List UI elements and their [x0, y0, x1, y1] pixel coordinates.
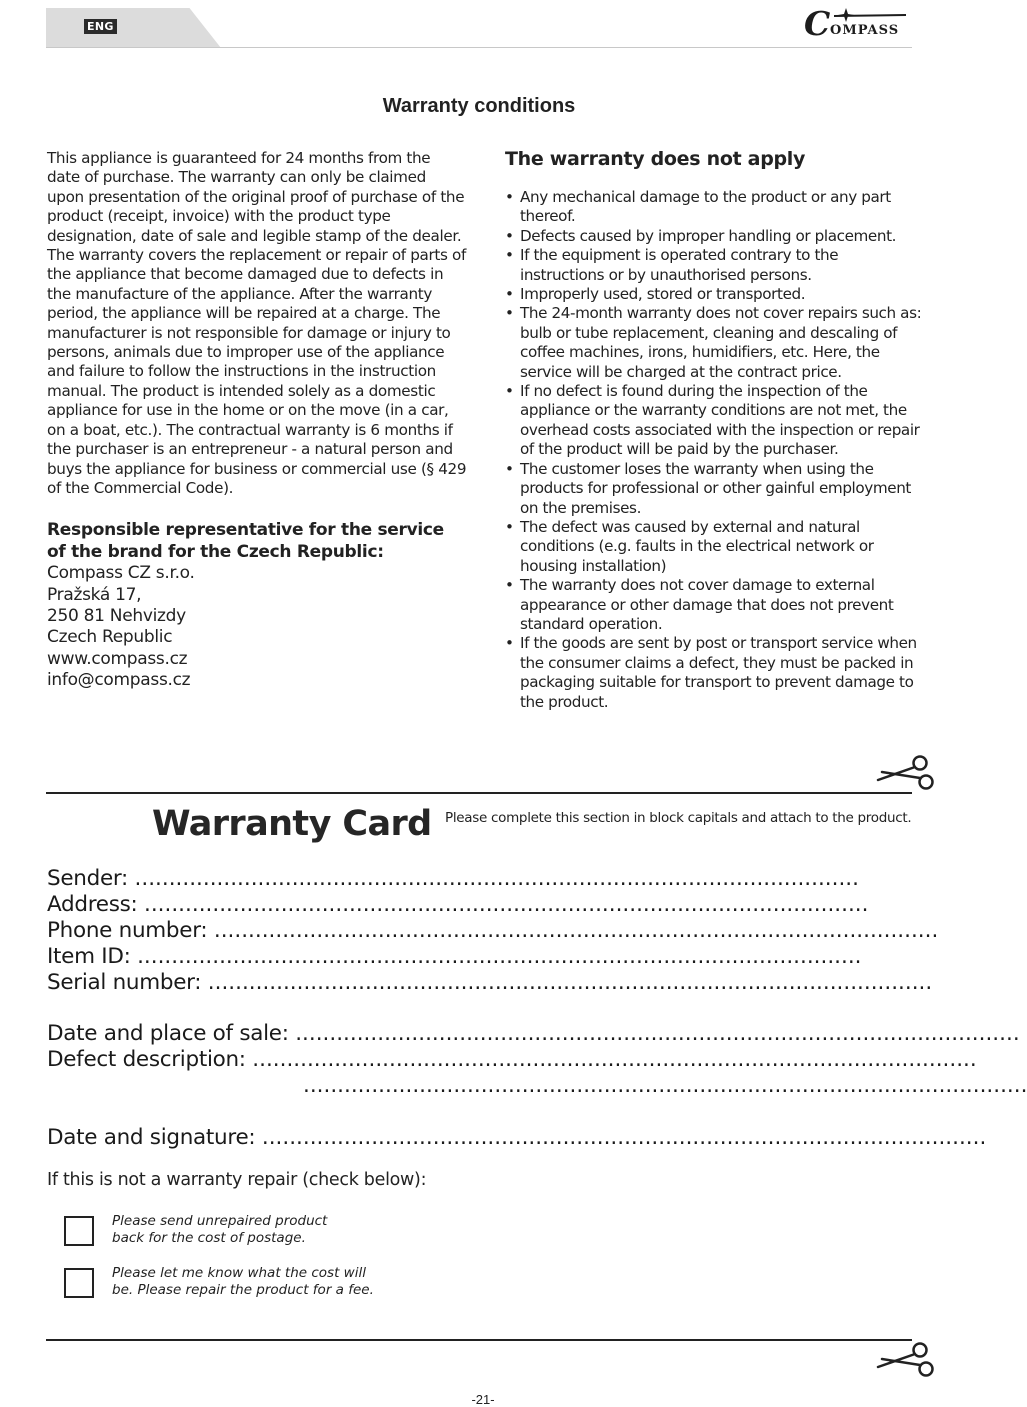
list-item: • If the goods are sent by post or transport service when the consumer claims a defect, they must be packed in packaging suitable for transport to prevent damage to the product.	[505, 634, 925, 712]
item-id-field[interactable]: Item ID: ..........................................................................................................	[47, 944, 862, 969]
exclusions-heading: The warranty does not apply	[505, 148, 806, 170]
serial-number-label: Serial number:	[47, 970, 202, 995]
list-item: • Any mechanical damage to the product or any part thereof.	[505, 188, 925, 227]
page-title: Warranty conditions	[382, 95, 576, 117]
send-back-checkbox[interactable]	[64, 1216, 94, 1246]
defect-description-continuation[interactable]: ..........................................................................................................	[303, 1073, 1027, 1098]
list-item: • The defect was caused by external and natural conditions (e.g. faults in the electrical network or housing installation)	[505, 518, 925, 576]
company-name: Compass CZ s.r.o.	[47, 563, 195, 584]
website-link[interactable]: www.compass.cz	[47, 648, 188, 669]
list-item: • If no defect is found during the inspection of the appliance or the warranty conditions are not met, the overhead costs associated with the inspection or repair of the product will be paid by the purchaser.	[505, 382, 925, 460]
service-representative	[47, 520, 467, 691]
exclusions-column	[505, 148, 925, 712]
language-badge: ENG	[84, 19, 117, 34]
list-item: • The 24-month warranty does not cover repairs such as: bulb or tube replacement, cleaning and descaling of coffee machines, irons, humidifiers, etc. Here, the service will be charged at the contract price.	[505, 304, 925, 382]
cost-estimate-checkbox[interactable]	[64, 1268, 94, 1298]
country: Czech Republic	[47, 627, 173, 648]
date-signature-label: Date and signature:	[47, 1125, 256, 1150]
compass-logo	[804, 4, 914, 42]
date-place-label: Date and place of sale:	[47, 1021, 289, 1046]
item-id-label: Item ID:	[47, 944, 131, 969]
logo-letter-c: C	[804, 4, 831, 43]
cut-line-bottom	[46, 1339, 912, 1341]
header-tab	[46, 8, 221, 48]
logo-wordmark: OMPASS	[830, 23, 900, 38]
defect-description-label: Defect description:	[47, 1047, 246, 1072]
representative-heading: Responsible representative for the service of the brand for the Czech Republic:	[47, 520, 444, 562]
list-item: • Defects caused by improper handling or placement.	[505, 227, 925, 246]
defect-description-field[interactable]: Defect description: ..........................................................................................................	[47, 1047, 977, 1072]
postal-city: 250 81 Nehvizdy	[47, 605, 186, 626]
sender-field[interactable]: Sender: ..........................................................................................................	[47, 866, 859, 891]
serial-number-field[interactable]: Serial number: ..........................................................................................................	[47, 970, 933, 995]
list-item: • The customer loses the warranty when using the products for professional or other gainful employment on the premises.	[505, 460, 925, 518]
email-link[interactable]: info@compass.cz	[47, 670, 191, 691]
sender-label: Sender:	[47, 866, 128, 891]
warranty-terms-column	[47, 149, 467, 692]
logo-swoosh-icon	[832, 7, 912, 23]
send-back-option-label: Please send unrepaired product back for the cost of postage.	[112, 1213, 328, 1246]
street-address: Pražská 17,	[47, 584, 142, 605]
cost-estimate-option-label: Please let me know what the cost will be. Please repair the product for a fee.	[112, 1265, 374, 1298]
address-field[interactable]: Address: ..........................................................................................................	[47, 892, 869, 917]
date-signature-field[interactable]: Date and signature: ..........................................................................................................	[47, 1125, 987, 1150]
page-number: -21-	[471, 1392, 495, 1407]
warranty-card-title: Warranty Card	[152, 804, 432, 844]
scissors-icon	[876, 754, 936, 794]
address-label: Address:	[47, 892, 138, 917]
header-rule	[46, 47, 912, 48]
phone-label: Phone number:	[47, 918, 208, 943]
date-place-field[interactable]: Date and place of sale: ..........................................................................................................	[47, 1021, 1020, 1046]
list-item: • Improperly used, stored or transported.	[505, 285, 925, 304]
cut-line-top	[46, 792, 912, 794]
card-instructions: Please complete this section in block capitals and attach to the product.	[445, 810, 912, 826]
phone-field[interactable]: Phone number: ..........................................................................................................	[47, 918, 939, 943]
non-warranty-question: If this is not a warranty repair (check below):	[47, 1170, 427, 1190]
warranty-paragraph: This appliance is guaranteed for 24 months from the date of purchase. The warranty can only be claimed upon presentation of the original proof of purchase of the product (receipt, invoice) with the product type designation, date of sale and legible stamp of the dealer. The warranty covers the replacement or repair of parts of the appliance that become damaged due to defects in the manufacture of the appliance. After the warranty period, the appliance will be repaired at a charge. The manufacturer is not responsible for damage or injury to persons, animals due to improper use of the appliance and failure to follow the instructions in the instruction manual. The product is intended solely as a domestic appliance for use in the home or on the move (in a car, on a boat, etc.). The contractual warranty is 6 months if the purchaser is an entrepreneur - a natural person and buys the appliance for business or commercial use (§ 429 of the Commercial Code).	[47, 149, 467, 497]
scissors-icon	[876, 1341, 936, 1381]
list-item: • If the equipment is operated contrary to the instructions or by unauthorised persons.	[505, 246, 925, 285]
exclusions-list	[505, 188, 925, 712]
list-item: • The warranty does not cover damage to external appearance or other damage that does not prevent standard operation.	[505, 576, 925, 634]
